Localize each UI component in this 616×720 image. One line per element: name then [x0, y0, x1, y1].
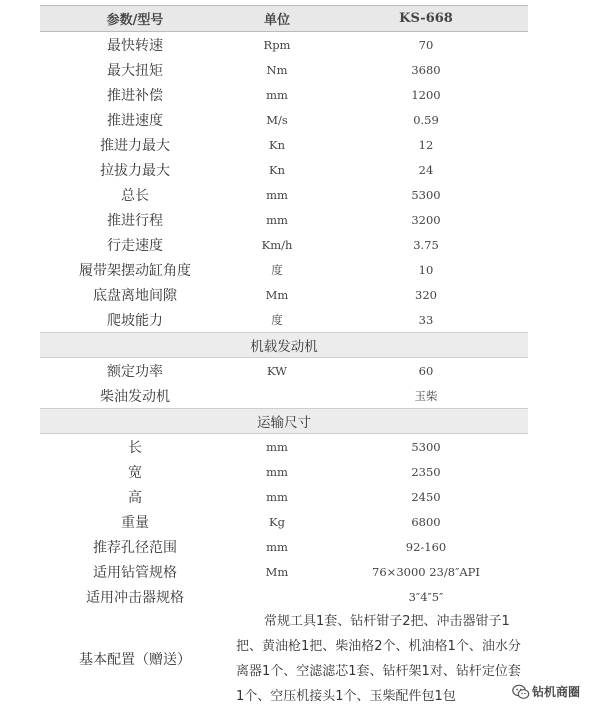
- table-row: [40, 509, 528, 534]
- value-cell: 5300: [411, 187, 441, 202]
- param-label: 长: [128, 439, 142, 456]
- spec-table-body: [40, 6, 528, 710]
- param-label: 推进力最大: [100, 137, 170, 154]
- value-cell: 76×3000 23/8″API: [372, 564, 480, 579]
- table-row: [40, 534, 528, 559]
- unit-cell: Nm: [266, 62, 288, 77]
- param-label: 最大扭矩: [107, 62, 163, 79]
- value-cell: 2450: [411, 489, 441, 504]
- param-label: 履带架摆动缸角度: [79, 262, 191, 279]
- table-row: [40, 484, 528, 509]
- table-row: [40, 132, 528, 157]
- param-label: 宽: [128, 464, 142, 481]
- unit-cell: mm: [266, 212, 288, 227]
- unit-cell: Mm: [265, 287, 289, 302]
- unit-cell: 度: [271, 312, 283, 327]
- unit-cell: mm: [266, 187, 288, 202]
- param-label: 爬坡能力: [107, 312, 163, 329]
- param-label: 适用冲击器规格: [86, 589, 184, 606]
- table-row: [40, 434, 528, 460]
- engine-section: [40, 333, 528, 358]
- value-cell: 1200: [411, 87, 441, 102]
- param-label: 适用钻管规格: [93, 564, 177, 581]
- table-row: [40, 157, 528, 182]
- param-label: 柴油发动机: [100, 388, 170, 405]
- unit-cell: mm: [266, 489, 288, 504]
- value-cell: 24: [418, 162, 434, 177]
- unit-cell: mm: [266, 464, 288, 479]
- table-header: [40, 6, 528, 32]
- transport-section-title: 运输尺寸: [40, 409, 528, 434]
- value-cell: 12: [418, 137, 434, 152]
- unit-cell: mm: [266, 439, 288, 454]
- unit-cell: [230, 383, 324, 409]
- value-cell: 3.75: [413, 237, 439, 252]
- table-row: [40, 307, 528, 333]
- config-row: [40, 609, 528, 709]
- unit-cell: M/s: [266, 112, 288, 127]
- value-cell: 92-160: [405, 539, 447, 554]
- table-row: [40, 182, 528, 207]
- param-label: 推进行程: [107, 212, 163, 229]
- unit-cell: KW: [266, 363, 287, 378]
- value-cell: 320: [415, 287, 437, 302]
- header-param: 参数/型号: [40, 6, 230, 32]
- param-label: 额定功率: [107, 363, 163, 380]
- value-cell: 33: [418, 312, 434, 327]
- unit-cell: mm: [266, 539, 288, 554]
- param-label: 底盘离地间隙: [93, 287, 177, 304]
- unit-cell: [230, 584, 324, 609]
- unit-cell: mm: [266, 87, 288, 102]
- param-label: 重量: [121, 514, 149, 531]
- header-unit: 单位: [230, 6, 324, 32]
- value-cell: 2350: [411, 464, 441, 479]
- table-row: [40, 559, 528, 584]
- table-row: [40, 257, 528, 282]
- param-label: 最快转速: [107, 37, 163, 54]
- table-row: [40, 107, 528, 132]
- unit-cell: Kg: [269, 514, 285, 529]
- value-cell: 60: [418, 363, 434, 378]
- config-text: 常规工具1套、钻杆钳子2把、冲击器钳子1把、黄油枪1把、柴油格2个、机油格1个、油水分离器1个、空滤滤芯1套、钻杆架1对、钻杆定位套1个、空压机接头1个、玉柴配件包1包: [236, 614, 521, 704]
- table-row: [40, 32, 528, 58]
- value-cell: 10: [418, 262, 434, 277]
- value-cell: 0.59: [413, 112, 439, 127]
- config-label: 基本配置（赠送）: [79, 652, 191, 668]
- value-cell: 6800: [411, 514, 441, 529]
- param-label: 行走速度: [107, 237, 163, 254]
- header-model: KS-668: [324, 6, 528, 32]
- table-row: [40, 584, 528, 609]
- table-row: [40, 232, 528, 257]
- unit-cell: Kn: [269, 137, 285, 152]
- unit-cell: 度: [271, 262, 283, 277]
- param-label: 推进速度: [107, 112, 163, 129]
- table-row: [40, 459, 528, 484]
- watermark-text: 钻机商圈: [532, 685, 581, 699]
- watermark: [512, 683, 580, 700]
- value-cell: 3680: [411, 62, 441, 77]
- param-label: 高: [128, 489, 142, 506]
- table-row: [40, 358, 528, 384]
- engine-section-title: 机载发动机: [40, 333, 528, 358]
- table-row: [40, 282, 528, 307]
- param-label: 拉拔力最大: [100, 162, 170, 179]
- param-label: 推荐孔径范围: [93, 539, 177, 556]
- value-cell: 70: [418, 37, 434, 52]
- value-cell: 3″4″5″: [408, 589, 444, 604]
- unit-cell: Km/h: [261, 237, 293, 252]
- table-row: [40, 82, 528, 107]
- table-row: [40, 57, 528, 82]
- unit-cell: Mm: [265, 564, 289, 579]
- value-cell: 5300: [411, 439, 441, 454]
- transport-section: [40, 409, 528, 434]
- wechat-icon: [512, 684, 530, 700]
- table-row: [40, 383, 528, 409]
- param-label: 推进补偿: [107, 87, 163, 104]
- unit-cell: Rpm: [263, 37, 291, 52]
- unit-cell: Kn: [269, 162, 285, 177]
- param-label: 总长: [121, 187, 149, 204]
- value-cell: 玉柴: [414, 388, 438, 403]
- spec-table: [40, 5, 528, 709]
- value-cell: 3200: [411, 212, 441, 227]
- table-row: [40, 207, 528, 232]
